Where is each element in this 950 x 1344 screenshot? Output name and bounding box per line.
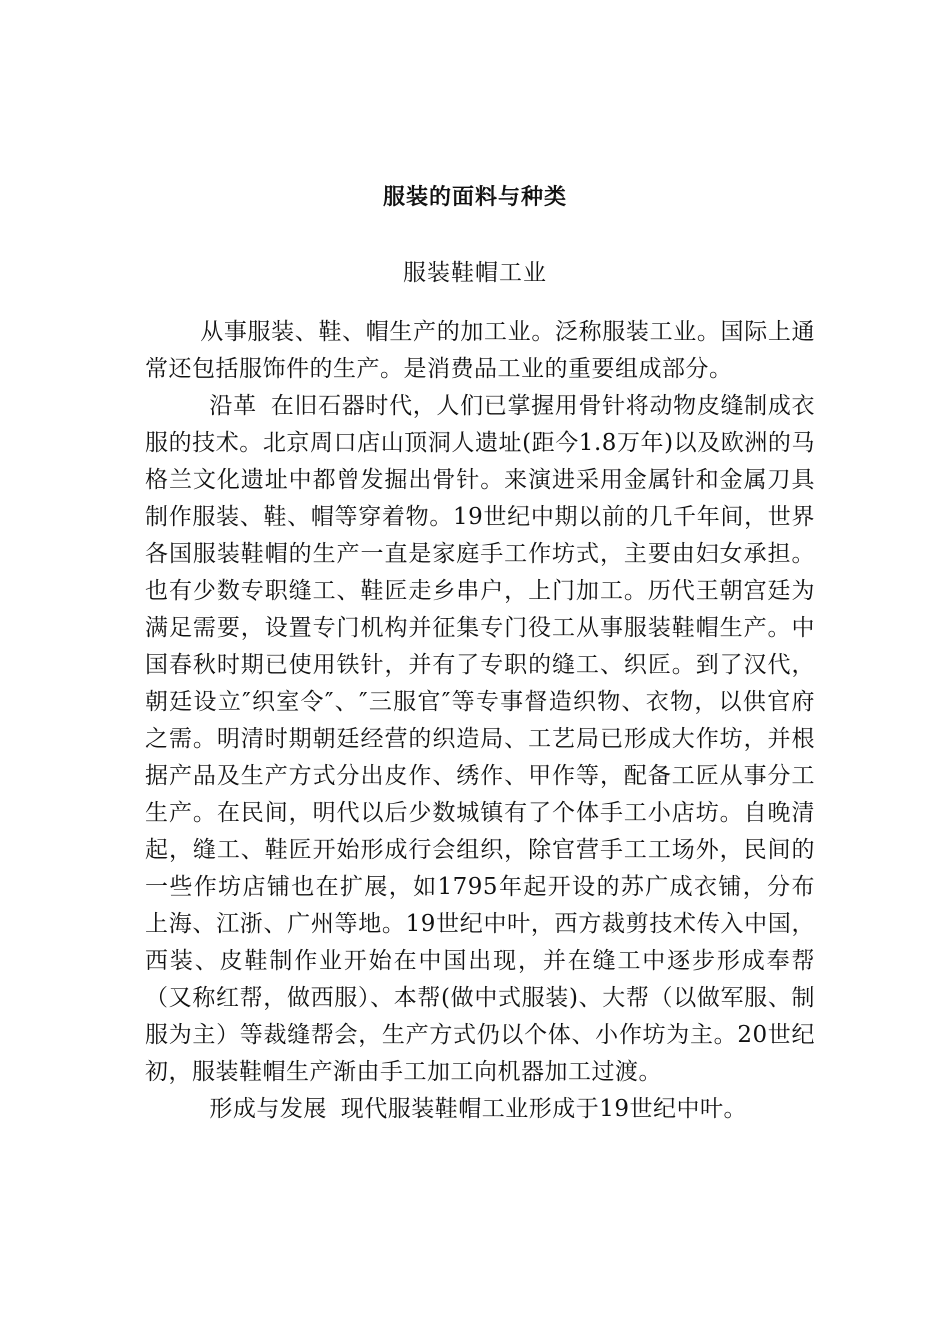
document-title: 服装的面料与种类 [382,185,567,210]
paragraph-text: 在旧石器时代，人们已掌握用骨针将动物皮缝制成衣服的技术。北京周口店山顶洞人遗址(距今1.8万年)以及欧洲的马格兰文化遗址中都曾发掘出骨针。来演进采用金属针和金属刀具制作服装、鞋、帽等穿着物。19世纪中期以前的几千年间，世界各国服装鞋帽的生产一直是家庭手工作坊式，主要由妇女承担。也有少数专职缝工、鞋匠走乡串户，上门加工。历代王朝宫廷为满足需要，设置专门机构并征集专门役工从事服装鞋帽生产。中国春秋时期已使用铁针，并有了专职的缝工、织匠。到了汉代，朝廷设立″织室令″、″三服官″等专事督造织物、衣物，以供官府之需。明清时期朝廷经营的织造局、工艺局已形成大作坊，并根据产品及生产方式分出皮作、绣作、甲作等，配备工匠从事分工生产。在民间，明代以后少数城镇有了个体手工小店坊。自晚清起，缝工、鞋匠开始形成行会组织，除官营手工工场外，民间的一些作坊店铺也在扩展，如1795年起开设的苏广成衣铺，分布上海、江浙、广州等地。19世纪中叶，西方裁剪技术传入中国，西装、皮鞋制作业开始在中国出现，并在缝工中逐步形成奉帮（又称红帮，做西服）、本帮(做中式服装)、大帮（以做军服、制服为主）等裁缝帮会，生产方式仍以个体、小作坊为主。20世纪初，服装鞋帽生产渐由手工加工向机器加工过渡。 [145,393,816,1085]
paragraph-text: 现代服装鞋帽工业形成于19世纪中叶。 [340,1096,747,1122]
paragraph-heading: 沿革 [209,393,257,419]
paragraph-intro [145,314,815,388]
paragraph-history [145,388,815,1091]
paragraph-development [145,1091,815,1128]
paragraph-heading: 形成与发展 [209,1096,327,1122]
paragraph-text: 从事服装、鞋、帽生产的加工业。泛称服装工业。国际上通常还包括服饰件的生产。是消费品工业的重要组成部分。 [145,319,815,382]
document-body [145,314,815,1128]
section-heading: 服装鞋帽工业 [403,260,547,286]
